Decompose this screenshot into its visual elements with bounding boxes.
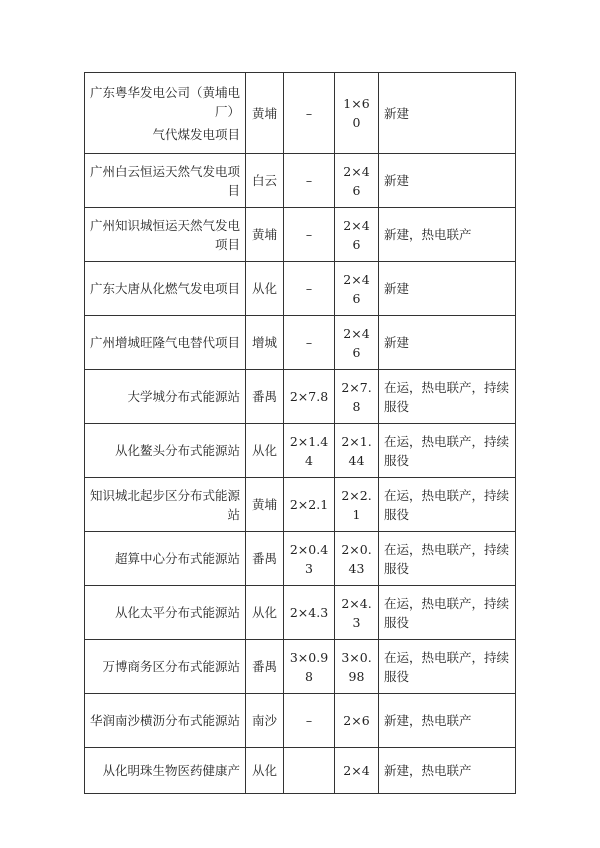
table-row [85,208,516,262]
current-capacity-cell: – [284,316,335,370]
note-cell: 在运，热电联产，持续服役 [379,586,516,640]
project-name-line: 大学城分布式能源站 [127,389,240,404]
current-capacity-cell: – [284,262,335,316]
planned-capacity-cell: 2×1.44 [335,424,379,478]
note-cell: 新建 [379,154,516,208]
project-name-line: 超算中心分布式能源站 [114,551,240,566]
current-capacity-cell [284,748,335,794]
table-row [85,586,516,640]
project-name-cell [85,370,246,424]
table-row [85,316,516,370]
current-capacity-cell: 2×4.3 [284,586,335,640]
project-name-line: 从化明珠生物医药健康产 [102,763,240,778]
table-row [85,532,516,586]
planned-capacity-cell: 2×46 [335,154,379,208]
project-name-line: 广州知识城恒运天然气发电项目 [90,217,241,252]
area-cell: 从化 [246,748,284,794]
project-name-line: 广东大唐从化燃气发电项目 [90,281,241,296]
table-row [85,370,516,424]
planned-capacity-cell: 2×4 [335,748,379,794]
project-name-line: 华润南沙横沥分布式能源站 [90,713,241,728]
note-cell: 在运，热电联产，持续服役 [379,478,516,532]
project-name-line: 从化鳌头分布式能源站 [114,443,240,458]
planned-capacity-cell: 2×0.43 [335,532,379,586]
area-cell: 增城 [246,316,284,370]
project-name-cell [85,748,246,794]
note-cell: 新建，热电联产 [379,694,516,748]
planned-capacity-cell: 2×6 [335,694,379,748]
area-cell: 黄埔 [246,208,284,262]
note-cell: 新建，热电联产 [379,748,516,794]
area-cell: 从化 [246,262,284,316]
planned-capacity-cell: 2×46 [335,316,379,370]
project-name-cell [85,532,246,586]
area-cell: 黄埔 [246,73,284,154]
note-cell: 新建 [379,262,516,316]
table-row [85,478,516,532]
planned-capacity-cell: 1×60 [335,73,379,154]
note-cell: 在运，热电联产，持续服役 [379,370,516,424]
project-name-line: 广州白云恒运天然气发电项目 [90,163,241,198]
project-name-line: 从化太平分布式能源站 [114,605,240,620]
project-name-line: 知识城北起步区分布式能源站 [90,487,241,522]
area-cell: 番禺 [246,532,284,586]
project-name-cell [85,316,246,370]
project-name-cell [85,73,246,154]
table-row [85,640,516,694]
current-capacity-cell: 2×2.1 [284,478,335,532]
table-row [85,424,516,478]
project-name-line: 万博商务区分布式能源站 [102,659,240,674]
project-name-cell [85,640,246,694]
planned-capacity-cell: 2×7.8 [335,370,379,424]
table-row [85,748,516,794]
planned-capacity-cell: 2×46 [335,208,379,262]
current-capacity-cell: 3×0.98 [284,640,335,694]
table-row [85,262,516,316]
note-cell: 在运，热电联产，持续服役 [379,532,516,586]
project-name-line: 气代煤发电项目 [152,126,240,142]
project-name-line: 广东粤华发电公司（黄埔电厂） [90,84,241,119]
table-row [85,154,516,208]
area-cell: 番禺 [246,370,284,424]
planned-capacity-cell: 2×4.3 [335,586,379,640]
current-capacity-cell: – [284,73,335,154]
current-capacity-cell: – [284,154,335,208]
table-row [85,73,516,154]
note-cell: 新建 [379,316,516,370]
note-cell: 在运，热电联产，持续服役 [379,424,516,478]
project-name-line: 广州增城旺隆气电替代项目 [90,335,241,350]
area-cell: 黄埔 [246,478,284,532]
project-table [84,72,516,794]
project-name-cell [85,262,246,316]
planned-capacity-cell: 2×46 [335,262,379,316]
area-cell: 从化 [246,424,284,478]
area-cell: 白云 [246,154,284,208]
project-name-cell [85,586,246,640]
area-cell: 南沙 [246,694,284,748]
current-capacity-cell: 2×7.8 [284,370,335,424]
current-capacity-cell: – [284,208,335,262]
note-cell: 在运，热电联产，持续服役 [379,640,516,694]
project-name-cell [85,478,246,532]
project-name-cell [85,208,246,262]
current-capacity-cell: 2×1.44 [284,424,335,478]
area-cell: 番禺 [246,640,284,694]
project-name-cell [85,424,246,478]
planned-capacity-cell: 2×2.1 [335,478,379,532]
current-capacity-cell: 2×0.43 [284,532,335,586]
current-capacity-cell: – [284,694,335,748]
note-cell: 新建，热电联产 [379,208,516,262]
note-cell: 新建 [379,73,516,154]
planned-capacity-cell: 3×0.98 [335,640,379,694]
project-name-cell [85,694,246,748]
table-row [85,694,516,748]
project-name-cell [85,154,246,208]
area-cell: 从化 [246,586,284,640]
